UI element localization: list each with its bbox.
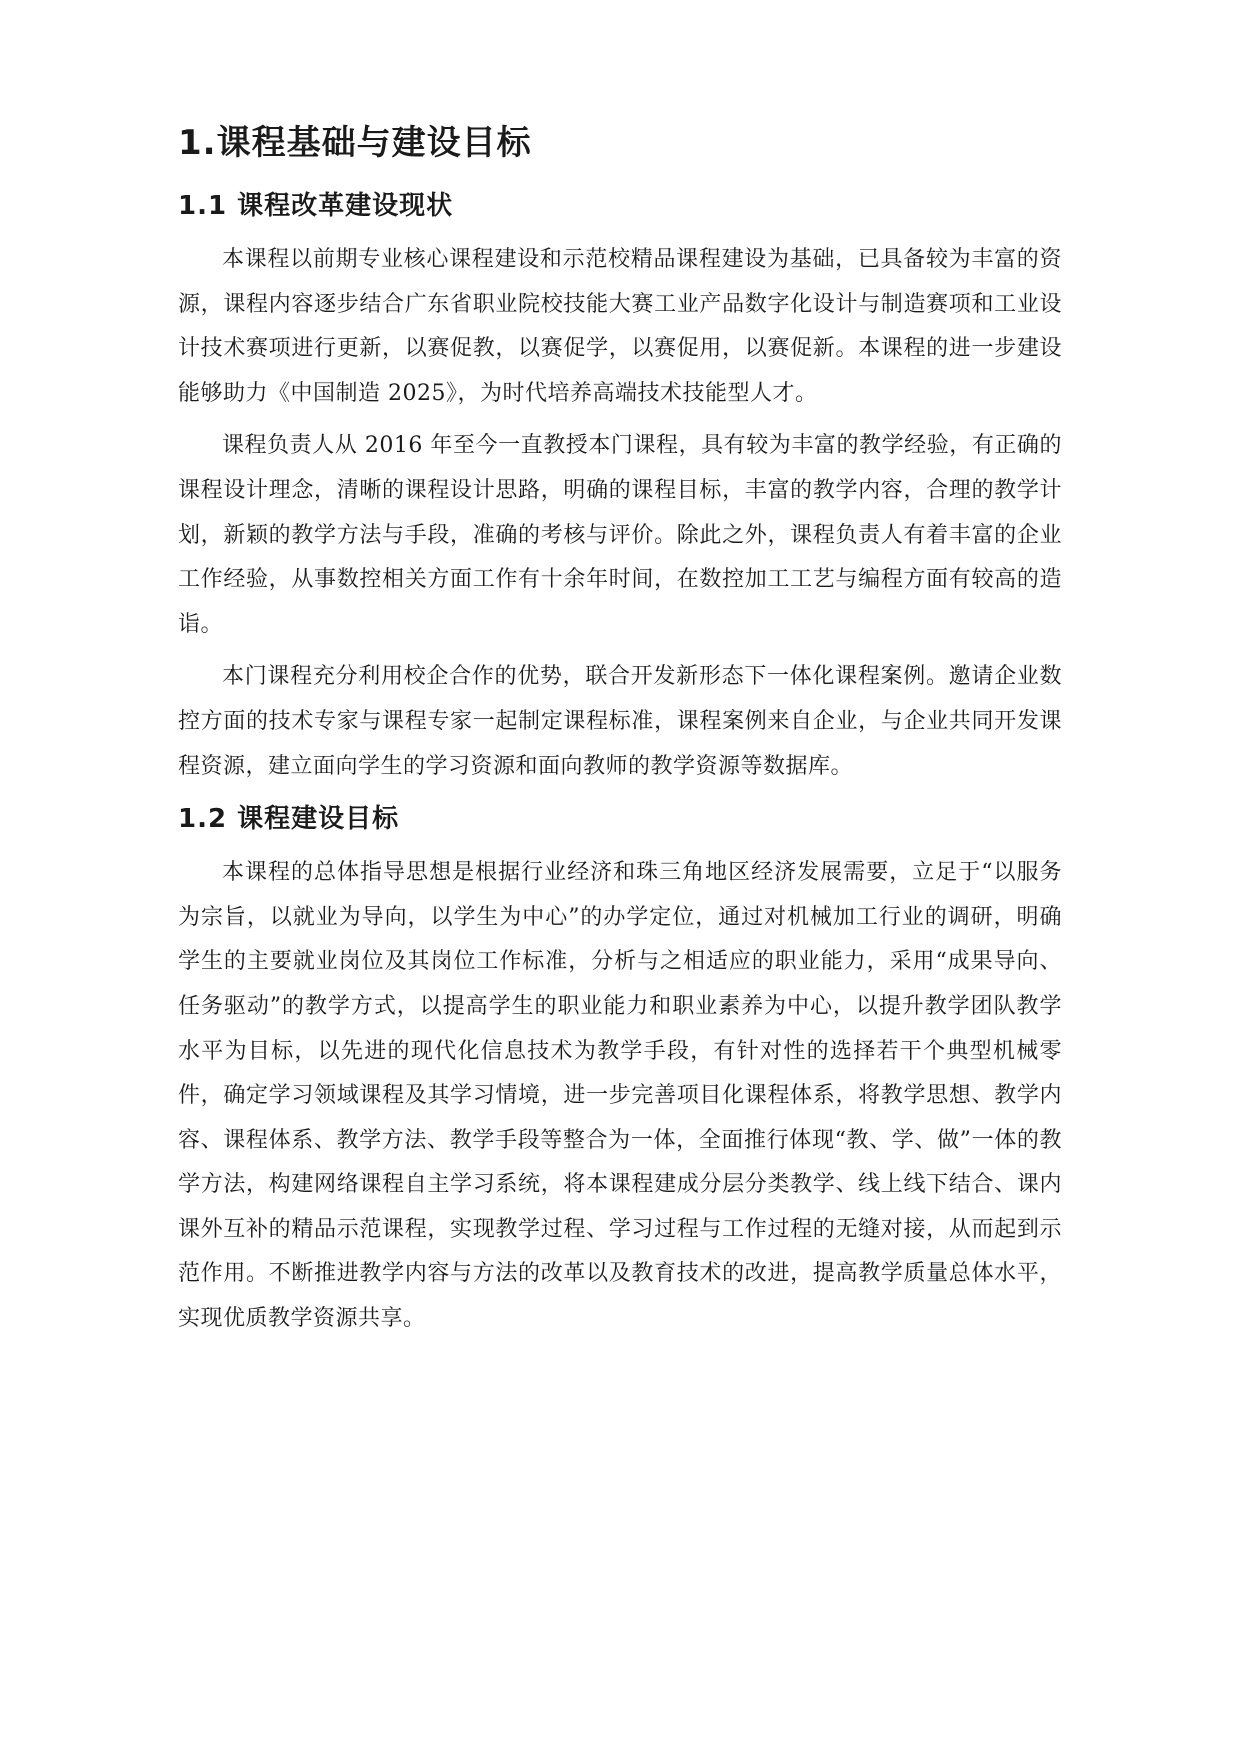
section-1-1-paragraph: 本门课程充分利用校企合作的优势，联合开发新形态下一体化课程案例。邀请企业数控方面的技术专家与课程专家一起制定课程标准，课程案例来自企业，与企业共同开发课程资源，建立面向学生的学习资源和面向教师的教学资源等数据库。 xyxy=(178,664,1062,779)
section-1-2-paragraph: 本课程的总体指导思想是根据行业经济和珠三角地区经济发展需要，立足于“以服务为宗旨，以就业为导向，以学生为中心”的办学定位，通过对机械加工行业的调研，明确学生的主要就业岗位及其岗位工作标准，分析与之相适应的职业能力，采用“成果导向、任务驱动”的教学方式，以提高学生的职业能力和职业素养为中心，以提升教学团队教学水平为目标，以先进的现代化信息技术为教学手段，有针对性的选择若干个典型机械零件，确定学习领域课程及其学习情境，进一步完善项目化课程体系，将教学思想、教学内容、课程体系、教学方法、教学手段等整合为一体，全面推行体现“教、学、做”一体的教学方法，构建网络课程自主学习系统，将本课程建成分层分类教学、线上线下结合、课内课外互补的精品示范课程，实现教学过程、学习过程与工作过程的无缝对接，从而起到示范作用。不断推进教学内容与方法的改革以及教育技术的改进，提高教学质量总体水平，实现优质教学资源共享。 xyxy=(178,860,1062,1332)
section-1-1-paragraph: 本课程以前期专业核心课程建设和示范校精品课程建设为基础，已具备较为丰富的资源，课程内容逐步结合广东省职业院校技能大赛工业产品数字化设计与制造赛项和工业设计技术赛项进行更新，以赛促教，以赛促学，以赛促用，以赛促新。本课程的进一步建设能够助力《中国制造 2025》，为时代培养高端技术技能型人才。 xyxy=(178,247,1062,406)
chapter-heading: 1.课程基础与建设目标 xyxy=(178,123,532,163)
section-heading-1-2: 1.2 课程建设目标 xyxy=(178,804,400,835)
document-page xyxy=(178,118,1062,1350)
section-1-1-paragraph: 课程负责人从 2016 年至今一直教授本门课程，具有较为丰富的教学经验，有正确的课程设计理念，清晰的课程设计思路，明确的课程目标，丰富的教学内容，合理的教学计划，新颖的教学方法与手段，准确的考核与评价。除此之外，课程负责人有着丰富的企业工作经验，从事数控相关方面工作有十余年时间，在数控加工工艺与编程方面有较高的造诣。 xyxy=(178,433,1062,637)
section-heading-1-1: 1.1 课程改革建设现状 xyxy=(178,191,454,221)
